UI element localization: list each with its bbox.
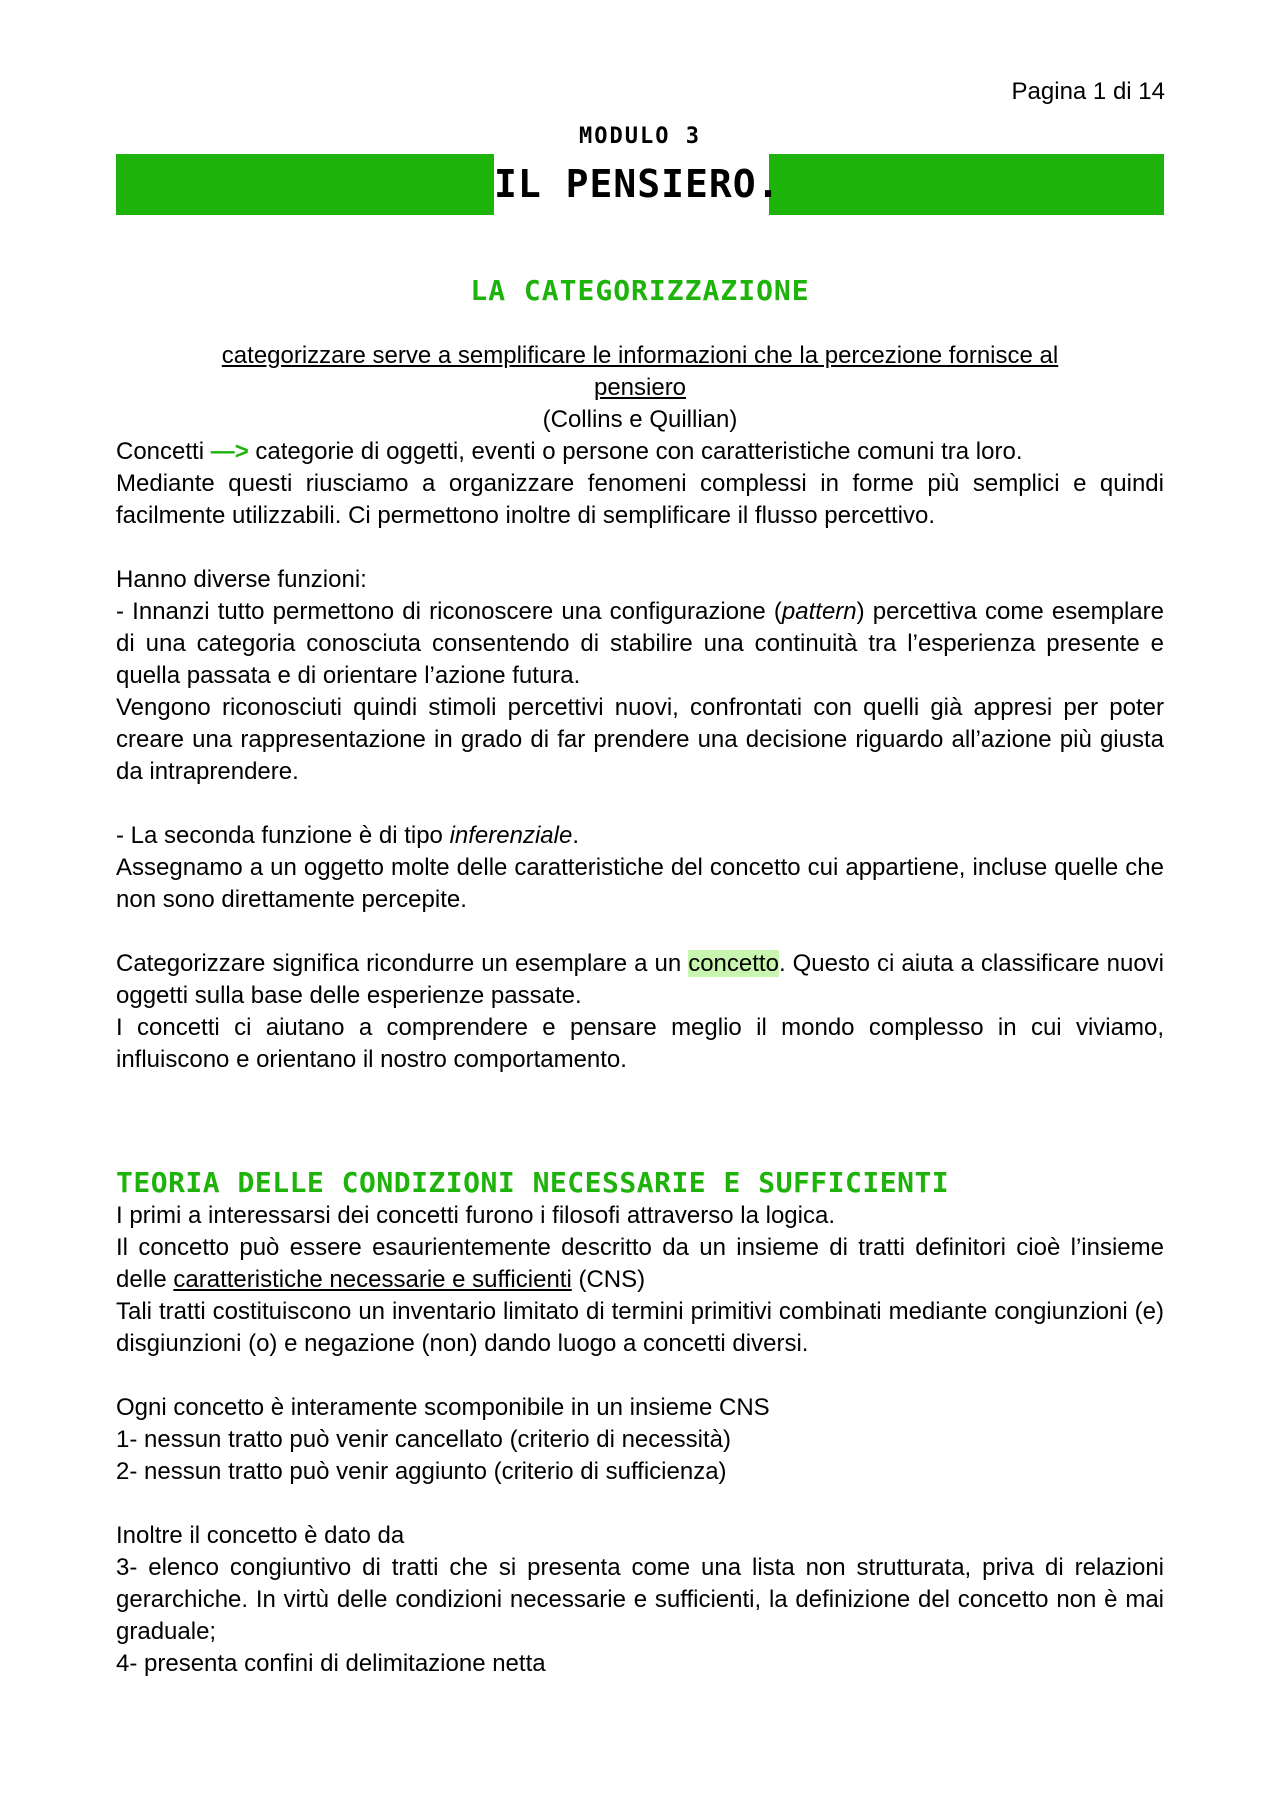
page-title: IL PENSIERO. [494, 162, 781, 206]
section-heading-teoria-cns: TEORIA DELLE CONDIZIONI NECESSARIE E SUFFICIENTI [116, 1166, 950, 1199]
spacer [116, 916, 1164, 948]
paragraph-innanzi [116, 596, 1164, 692]
list-item: 1- nessun tratto può venir cancellato (criterio di necessità) [116, 1426, 731, 1453]
paragraph-concetti [116, 436, 1164, 468]
citation: (Collins e Quillian) [542, 406, 738, 433]
seconda-italic: inferenziale [449, 822, 573, 849]
spacer [116, 1488, 1164, 1520]
quote-line-1: categorizzare serve a semplificare le informazioni che la percezione fornisce al [221, 342, 1059, 369]
paragraph-mediante: Mediante questi riusciamo a organizzare fenomeni complessi in forme più semplici e quindi facilmente utilizzabili. Ci permettono inoltre di semplificare il flusso percettivo. [116, 470, 1164, 529]
spacer [116, 1360, 1164, 1392]
spacer [116, 532, 1164, 564]
quote-line-2: pensiero [593, 374, 687, 401]
title-band-right [769, 154, 1164, 215]
categorizzare-text-a: Categorizzare significa ricondurre un esemplare a un [116, 950, 689, 977]
concetti-definition: categorie di oggetti, eventi o persone con caratteristiche comuni tra loro. [248, 438, 1023, 465]
seconda-text-b: . [572, 822, 579, 849]
paragraph-vengono: Vengono riconosciuti quindi stimoli percettivi nuovi, confrontati con quelli già appresi per poter creare una rappresentazione in grado di far prendere una decisione riguardo all’azione più giusta da intraprendere. [116, 694, 1164, 785]
innanzi-text-a: - Innanzi tutto permettono di riconoscere una configurazione ( [116, 598, 782, 625]
categorizzare-text-b: . Questo ci aiuta a classificare nuovi oggetti sulla base delle esperienze passate. [116, 950, 1164, 1009]
spacer [116, 788, 1164, 820]
section-heading-categorizzazione: LA CATEGORIZZAZIONE [470, 274, 810, 307]
paragraph-assegnamo: Assegnamo a un oggetto molte delle caratteristiche del concetto cui appartiene, incluse quelle che non sono direttamente percepite. [116, 854, 1164, 913]
title-band-left [116, 154, 494, 215]
paragraph-seconda [116, 820, 1164, 852]
innanzi-italic: pattern [781, 598, 857, 625]
section-categorizzazione-body [116, 340, 1164, 1076]
paragraph-inoltre: Inoltre il concetto è dato da [116, 1522, 405, 1549]
list-item: 2- nessun tratto può venir aggiunto (criterio di sufficienza) [116, 1458, 727, 1485]
concetto-underlined: caratteristiche necessarie e sufficienti [173, 1266, 572, 1293]
section-teoria-body [116, 1200, 1164, 1680]
paragraph-concetto [116, 1232, 1164, 1296]
module-label: MODULO 3 [579, 124, 701, 149]
concetti-label: Concetti [116, 438, 211, 465]
page-number: Pagina 1 di 14 [1011, 78, 1165, 105]
arrow-icon: —> [210, 438, 249, 465]
title-band [116, 154, 1164, 215]
innanzi-text-b: ) percettiva come esemplare di una categoria conosciuta consentendo di stabilire una continuità tra l’esperienza presente e quella passata e di orientare l’azione futura. [116, 598, 1164, 689]
paragraph-hanno: Hanno diverse funzioni: [116, 566, 367, 593]
paragraph-tali: Tali tratti costituiscono un inventario limitato di termini primitivi combinati mediante congiunzioni (e) disgiunzioni (o) e negazione (non) dando luogo a concetti diversi. [116, 1298, 1164, 1357]
concetto-text-b: (CNS) [571, 1266, 646, 1293]
paragraph-categorizzare [116, 948, 1164, 1012]
paragraph-primi: I primi a interessarsi dei concetti furono i filosofi attraverso la logica. [116, 1202, 835, 1229]
list-item: 3- elenco congiuntivo di tratti che si presenta come una lista non strutturata, priva di relazioni gerarchiche. In virtù delle condizioni necessarie e sufficienti, la definizione del concetto non è mai graduale; [116, 1554, 1164, 1645]
concetto-text-a: Il concetto può essere esaurientemente descritto da un insieme di tratti definitori cioè l’insieme delle [116, 1234, 1164, 1293]
seconda-text-a: - La seconda funzione è di tipo [116, 822, 450, 849]
paragraph-ogni: Ogni concetto è interamente scomponibile in un insieme CNS [116, 1394, 770, 1421]
list-item: 4- presenta confini di delimitazione netta [116, 1650, 546, 1677]
paragraph-iconcetti: I concetti ci aiutano a comprendere e pensare meglio il mondo complesso in cui viviamo, influiscono e orientano il nostro comportamento. [116, 1014, 1164, 1073]
highlighted-concetto: concetto [688, 950, 779, 977]
